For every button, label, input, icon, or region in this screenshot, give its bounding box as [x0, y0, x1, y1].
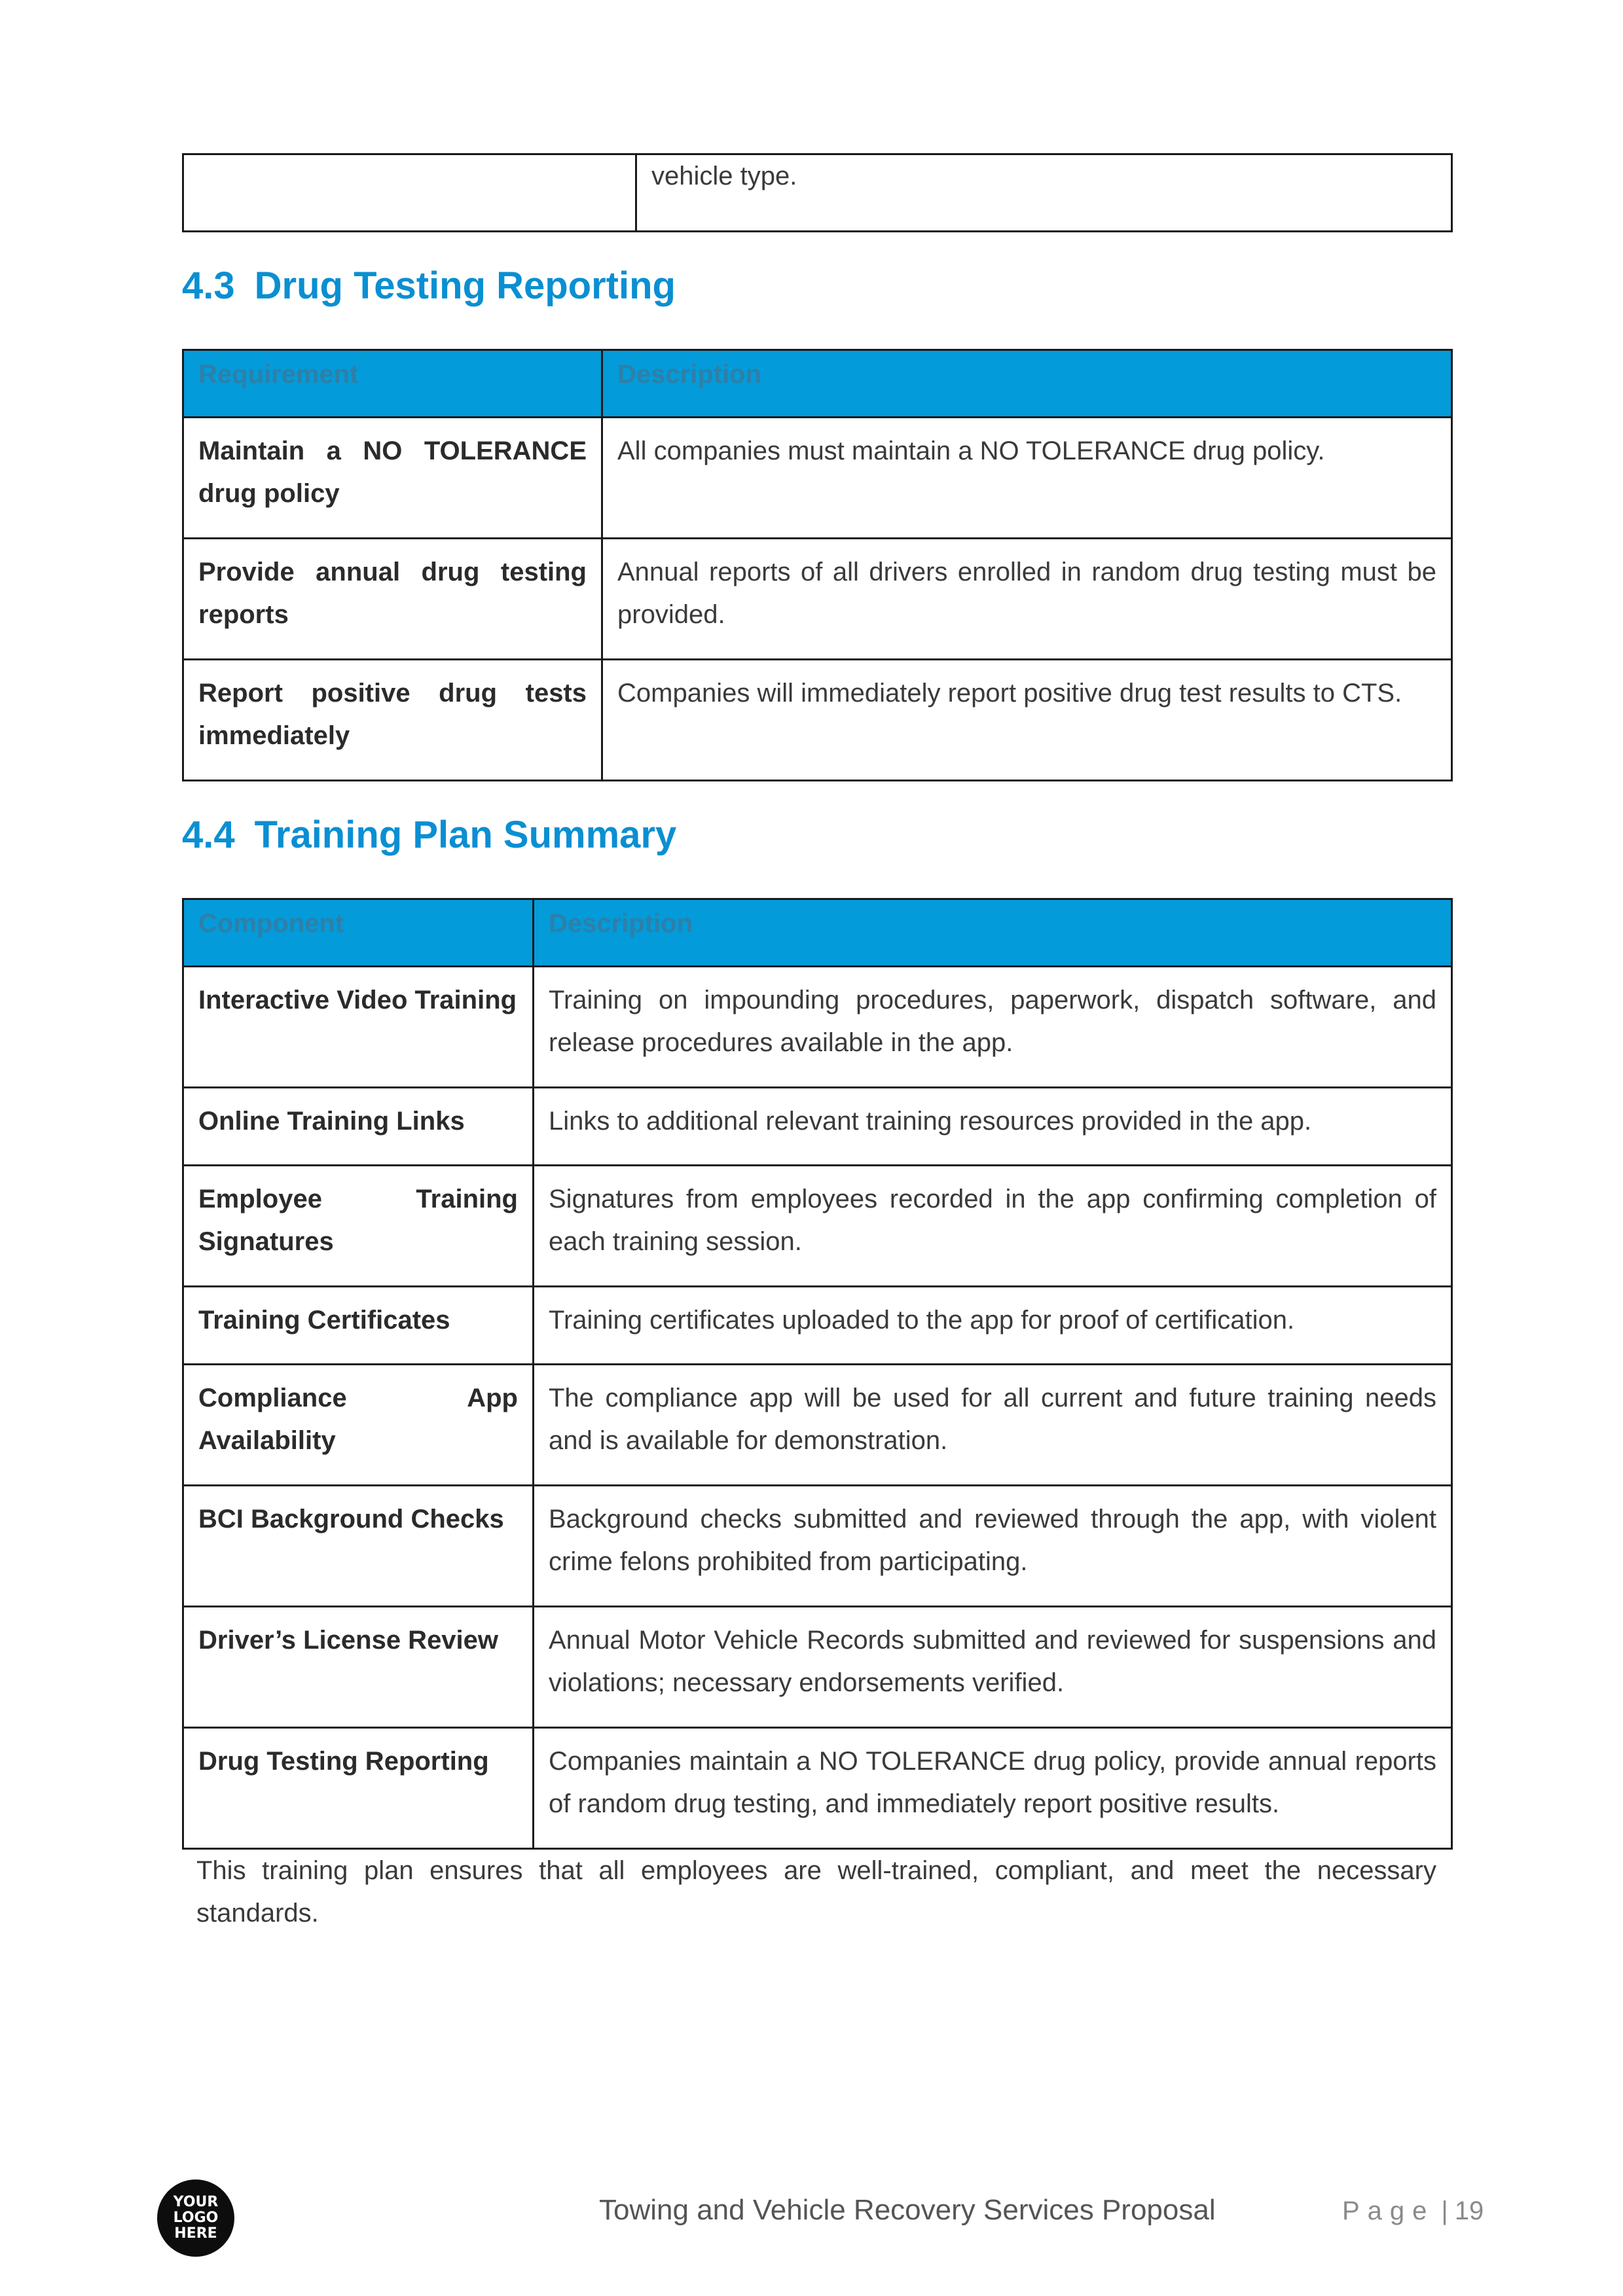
description-cell: Signatures from employees recorded in the app confirming completion of each training session. [534, 1166, 1452, 1287]
table-row [183, 1728, 1452, 1849]
description-cell: Annual reports of all drivers enrolled in random drug testing must be provided. [602, 539, 1452, 660]
page-number [1342, 2197, 1484, 2226]
component-cell: Compliance App Availability [183, 1365, 534, 1486]
description-cell: Annual Motor Vehicle Records submitted and reviewed for suspensions and violations; necessary endorsements verified. [534, 1607, 1452, 1728]
description-cell: Companies maintain a NO TOLERANCE drug policy, provide annual reports of random drug testing, and immediately report positive results. [534, 1728, 1452, 1849]
page-footer [0, 2173, 1623, 2258]
table-row [183, 1607, 1452, 1728]
footer-document-title: Towing and Vehicle Recovery Services Proposal [599, 2194, 1216, 2226]
table-header-row [183, 899, 1452, 967]
closing-paragraph: This training plan ensures that all employees are well-trained, compliant, and meet the necessary standards. [196, 1856, 1436, 1928]
component-cell: BCI Background Checks [183, 1486, 534, 1607]
section-title: Training Plan Summary [254, 814, 677, 856]
section-number: 4.4 [182, 814, 235, 856]
table-header-row [183, 350, 1452, 418]
section-heading-4-4 [182, 813, 1451, 878]
drug-testing-table [182, 349, 1453, 781]
table-row [183, 1365, 1452, 1486]
component-cell: Drug Testing Reporting [183, 1728, 534, 1849]
table-row [183, 967, 1452, 1088]
table-row [183, 660, 1452, 781]
page-separator: | [1441, 2197, 1448, 2225]
component-cell: Online Training Links [183, 1088, 534, 1166]
table-row [183, 418, 1452, 539]
section-title: Drug Testing Reporting [254, 264, 676, 307]
table-row [183, 1166, 1452, 1287]
description-cell: vehicle type. [636, 154, 1452, 232]
description-cell: Training certificates uploaded to the app for proof of certification. [534, 1287, 1452, 1365]
section-number: 4.3 [182, 264, 235, 307]
component-cell: Driver’s License Review [183, 1607, 534, 1728]
component-cell: Training Certificates [183, 1287, 534, 1365]
logo-line: YOUR [173, 2194, 219, 2210]
column-header-description: Description [534, 899, 1452, 967]
logo-line: LOGO [173, 2210, 219, 2226]
table-row [183, 539, 1452, 660]
section-heading-4-3 [182, 264, 1451, 329]
requirement-cell [183, 154, 636, 232]
requirement-cell: Maintain a NO TOLERANCE drug policy [183, 418, 602, 539]
training-plan-table [182, 898, 1453, 1850]
column-header-description: Description [602, 350, 1452, 418]
component-cell: Interactive Video Training [183, 967, 534, 1088]
column-header-component: Component [183, 899, 534, 967]
table-row [183, 1287, 1452, 1365]
page-label: Page [1342, 2197, 1435, 2225]
description-cell: All companies must maintain a NO TOLERANCE drug policy. [602, 418, 1452, 539]
table-row [183, 154, 1452, 232]
description-cell: Links to additional relevant training resources provided in the app. [534, 1088, 1452, 1166]
description-cell: Background checks submitted and reviewed through the app, with violent crime felons prohibited from participating. [534, 1486, 1452, 1607]
requirement-cell: Provide annual drug testing reports [183, 539, 602, 660]
logo [157, 2179, 234, 2257]
table-row [183, 1088, 1452, 1166]
requirement-cell: Report positive drug tests immediately [183, 660, 602, 781]
page-number-value: 19 [1454, 2197, 1484, 2225]
description-cell: The compliance app will be used for all current and future training needs and is available for demonstration. [534, 1365, 1452, 1486]
continued-table [182, 153, 1453, 232]
page-content [182, 153, 1451, 1935]
component-cell: Employee Training Signatures [183, 1166, 534, 1287]
description-cell: Companies will immediately report positive drug test results to CTS. [602, 660, 1452, 781]
logo-line: HERE [174, 2225, 217, 2242]
column-header-requirement: Requirement [183, 350, 602, 418]
description-cell: Training on impounding procedures, paperwork, dispatch software, and release procedures available in the app. [534, 967, 1452, 1088]
table-row [183, 1486, 1452, 1607]
